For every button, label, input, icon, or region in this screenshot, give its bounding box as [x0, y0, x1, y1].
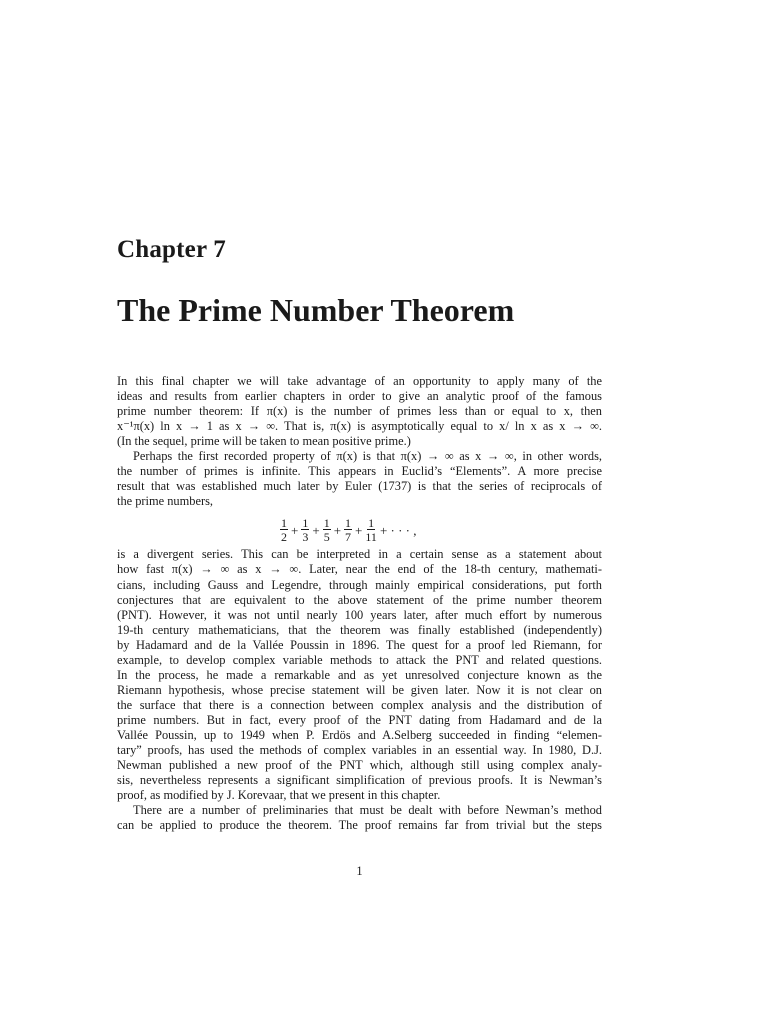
text-line: prime numbers. But in fact, every proof of the PNT dating from Hadamard and de la [117, 712, 602, 727]
chapter-label: Chapter 7 [117, 236, 226, 263]
fraction: $\frac{1}{5}$ [323, 516, 330, 545]
paragraph-4 [117, 803, 602, 833]
body-text [117, 374, 602, 833]
text-line: can be applied to produce the theorem. The proof remains far from trivial but the steps [117, 818, 602, 833]
text-line: Riemann hypothesis, whose precise statement will be given later. Now it is not clear on [117, 682, 602, 697]
fraction: $\frac{1}{11}$ [365, 516, 377, 545]
text-line: x⁻¹π(x) ln x → 1 as x → ∞. That is, π(x) is asymptotically equal to x/ ln x as x → ∞. [117, 419, 602, 434]
operator: + [355, 522, 363, 538]
series-equation [117, 515, 602, 545]
text-line: prime number theorem: If π(x) is the number of primes less than or equal to x, then [117, 404, 602, 419]
text-line: (PNT). However, it was not until nearly 100 years later, after much effort by numerous [117, 607, 602, 622]
text-line: ideas and results from earlier chapters in order to give an analytic proof of the famous [117, 389, 602, 404]
text-line: the prime numbers, [117, 494, 214, 509]
text-line: example, to develop complex variable methods to attack the PNT and related questions. [117, 652, 602, 667]
operator: + [333, 522, 342, 538]
operator: + · · · , [379, 522, 417, 538]
text-line: proof, as modified by J. Korevaar, that we present in this chapter. [117, 788, 441, 803]
text-line: the number of primes is infinite. This appears in Euclid’s “Elements”. A more precise [117, 464, 602, 479]
text-line: is a divergent series. This can be interpreted in a certain sense as a statement about [117, 547, 602, 562]
text-line: In this final chapter we will take advantage of an opportunity to apply many of the [117, 374, 602, 388]
fraction: $\frac{1}{7}$ [345, 516, 352, 545]
text-line: the surface that there is a connection between complex analysis and the distribution of [117, 697, 602, 712]
text-line: 19-th century mathematicians, that the theorem was finally established (independently) [117, 622, 602, 637]
text-line: Perhaps the first recorded property of π(x) is that π(x) → ∞ as x → ∞, in other words, [133, 449, 602, 464]
fraction: $\frac{1}{3}$ [302, 516, 309, 545]
text-line: Newman published a new proof of the PNT which, although still using complex analy- [117, 758, 602, 773]
text-line: There are a number of preliminaries that must be dealt with before Newman’s method [133, 803, 602, 818]
text-line: cians, including Gauss and Legendre, through mainly empirical considerations, put forth [117, 577, 602, 592]
paragraph-3 [117, 547, 602, 803]
text-line: In the process, he made a remarkable and as yet unresolved conjecture known as the [117, 667, 602, 682]
page-number: 1 [356, 864, 363, 878]
reciprocal-series [279, 515, 419, 545]
text-line: conjectures that are equivalent to the above statement of the prime number theorem [117, 592, 602, 607]
chapter-title: The Prime Number Theorem [117, 292, 515, 328]
text-line: result that was established much later by Euler (1737) is that the series of reciprocals of [117, 479, 602, 494]
text-line: Vallée Poussin, up to 1949 when P. Erdös and A.Selberg succeeded in finding “elemen- [117, 727, 602, 742]
text-line: (In the sequel, prime will be taken to mean positive prime.) [117, 434, 411, 449]
text-line: tary” proofs, has used the methods of complex variables in an essential way. In 1980, D.J. [117, 743, 602, 758]
fraction: $\frac{1}{2}$ [281, 516, 287, 545]
operator: + [312, 522, 320, 538]
paragraph-1 [117, 374, 602, 449]
operator: + [291, 522, 299, 538]
text-line: by Hadamard and de la Vallée Poussin in 1896. The quest for a proof led Riemann, for [117, 637, 602, 652]
paragraph-2 [117, 449, 602, 509]
text-line: sis, nevertheless represents a significant simplification of previous proofs. It is Newman’s [117, 773, 602, 788]
text-line: how fast π(x) → ∞ as x → ∞. Later, near the end of the 18-th century, mathemati- [117, 562, 602, 577]
